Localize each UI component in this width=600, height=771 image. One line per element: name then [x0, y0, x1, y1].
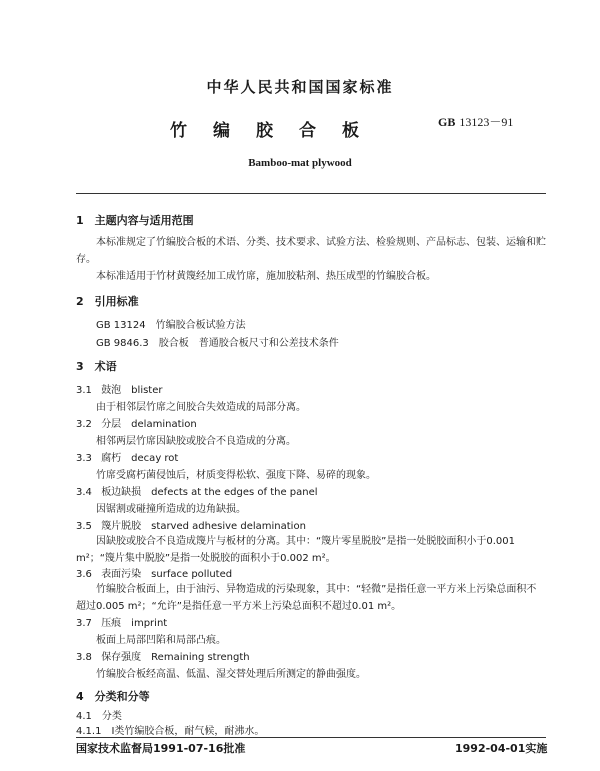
reference-2: GB 9846.3 胶合板 普通胶合板尺寸和公差技术条件: [96, 338, 339, 349]
standard-code: [438, 113, 513, 130]
term-number: 3.4: [76, 487, 92, 498]
term-name: 篾片脱胶 starved adhesive delamination: [101, 521, 306, 532]
footer-divider: [76, 737, 546, 738]
term-name: 分层 delamination: [101, 419, 197, 430]
term-name: 压痕 imprint: [101, 618, 168, 629]
document-title-en: Bamboo-mat plywood: [248, 157, 352, 169]
section-1-heading: 1 主题内容与适用范围: [76, 214, 194, 227]
term-number: 3.3: [76, 453, 92, 464]
term-3-1-definition: 由于相邻层竹席之间胶合失效造成的局部分离。: [96, 402, 306, 413]
standard-code-number: 13123－91: [459, 115, 514, 129]
term-number: 3.8: [76, 652, 92, 663]
term-3-6-definition: 竹编胶合板面上，由于油污、异物造成的污染现象，其中：“轻微”是指任意一平方米上污染总面积不超过0.005 m²；“允许”是指任意一平方米上污染总面积不超过0.01 m²。: [76, 584, 537, 612]
document-title-cn: 竹编胶合板: [170, 121, 385, 141]
standard-name: 中华人民共和国国家标准: [206, 78, 394, 96]
section-3-heading: 3 术语: [76, 360, 117, 373]
header-divider: [76, 193, 546, 194]
standard-code-prefix: GB: [438, 115, 456, 129]
term-name: 板边缺损 defects at the edges of the panel: [101, 487, 318, 498]
term-number: 3.1: [76, 385, 92, 396]
term-3-1-title: [76, 381, 163, 396]
term-name: 表面污染 surface polluted: [101, 569, 233, 580]
term-3-4-title: [76, 483, 318, 498]
term-3-2-definition: 相邻两层竹席因缺胶或胶合不良造成的分离。: [96, 436, 296, 447]
term-3-8-title: [76, 648, 250, 663]
section-2-heading: 2 引用标准: [76, 295, 139, 308]
term-3-8-definition: 竹编胶合板经高温、低温、湿交替处理后所测定的静曲强度。: [96, 669, 366, 680]
term-name: 鼓泡 blister: [101, 385, 163, 396]
reference-1: GB 13124 竹编胶合板试验方法: [96, 320, 246, 331]
term-3-3-definition: 竹席受腐朽菌侵蚀后，材质变得松软、强度下降、易碎的现象。: [96, 470, 376, 481]
subsection-4-1: 4.1 分类: [76, 711, 122, 722]
term-3-4-definition: 因锯割或碰撞所造成的边角缺损。: [96, 504, 246, 515]
term-3-5-title: [76, 517, 306, 532]
term-3-2-title: [76, 415, 197, 430]
term-name: 腐朽 decay rot: [101, 453, 179, 464]
effective-date: 1992-04-01实施: [455, 742, 548, 755]
term-number: 3.7: [76, 618, 92, 629]
term-3-5-definition: 因缺胶或胶合不良造成篾片与板材的分离。其中：“篾片零星脱胶”是指一处脱胶面积小于0.001 m²；“篾片集中脱胶”是指一处脱胶的面积小于0.002 m²。: [76, 536, 515, 564]
term-number: 3.2: [76, 419, 92, 430]
term-3-7-definition: 板面上局部凹陷和局部凸痕。: [96, 635, 226, 646]
term-number: 3.5: [76, 521, 92, 532]
term-3-6-title: [76, 565, 232, 580]
subsection-4-1-1: 4.1.1 Ⅰ类竹编胶合板，耐气候，耐沸水。: [76, 726, 265, 737]
term-3-7-title: [76, 614, 167, 629]
term-number: 3.6: [76, 569, 92, 580]
term-3-3-title: [76, 449, 178, 464]
issued-by: 国家技术监督局1991-07-16批准: [76, 742, 246, 755]
section-1-paragraph-2: 本标准适用于竹材黄篾经加工成竹席，施加胶粘剂、热压成型的竹编胶合板。: [96, 271, 436, 282]
term-name: 保存强度 Remaining strength: [101, 652, 250, 663]
section-1-paragraph-1: 本标准规定了竹编胶合板的术语、分类、技术要求、试验方法、检验规则、产品标志、包装、运输和贮存。: [76, 237, 546, 265]
section-4-heading: 4 分类和分等: [76, 690, 150, 703]
